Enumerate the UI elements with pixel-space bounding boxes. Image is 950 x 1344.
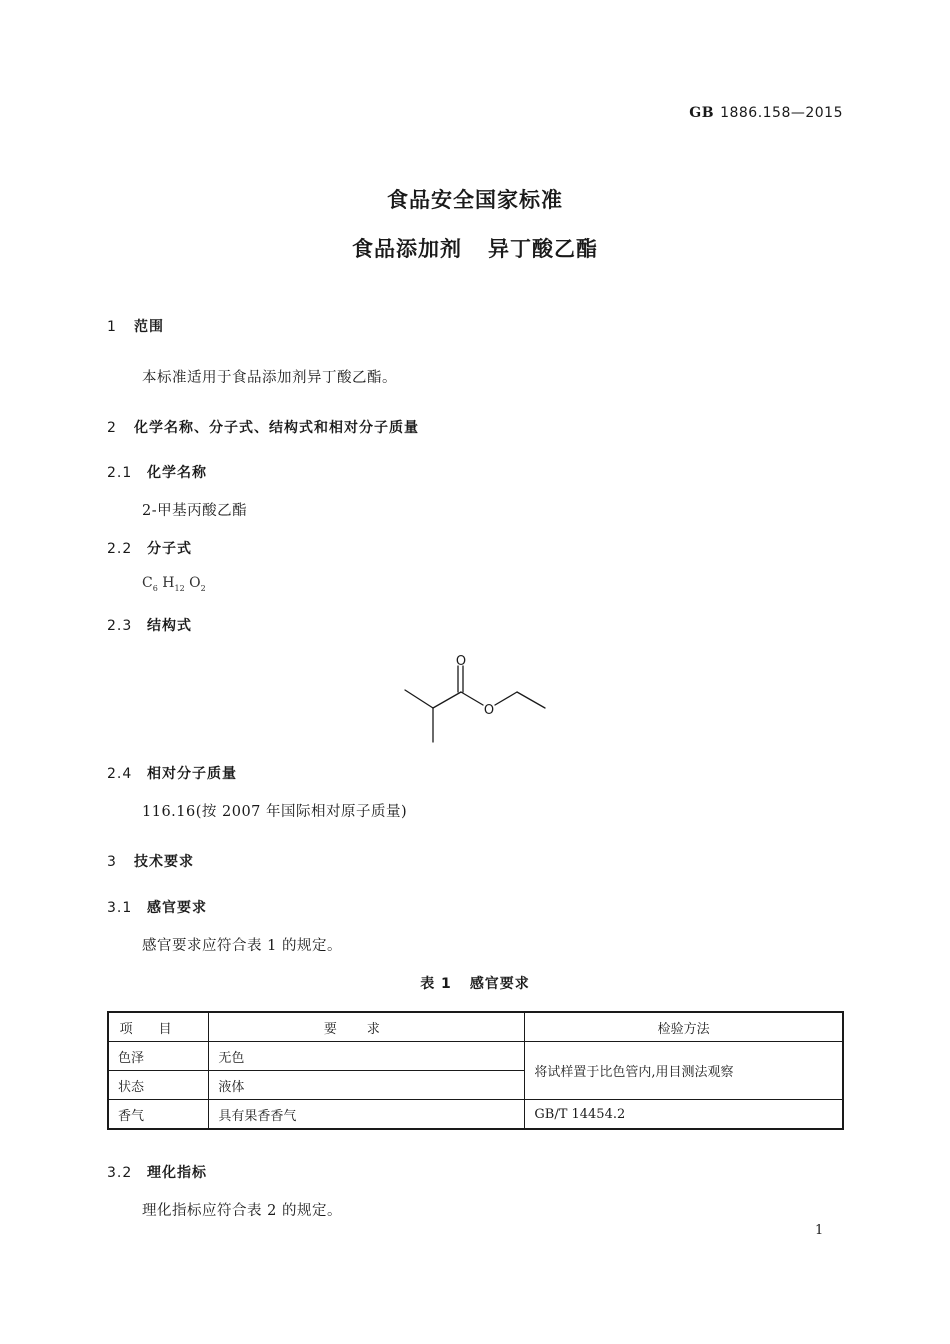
formula-o: O	[189, 575, 201, 591]
section-title: 范围	[134, 319, 164, 335]
title-category: 食品添加剂	[352, 237, 462, 261]
section-number: 2.2	[107, 541, 133, 557]
formula-c-count: 6	[152, 583, 158, 593]
section-title: 感官要求	[147, 900, 207, 916]
bond-o-ch2	[495, 692, 517, 705]
cell-requirement: 无色	[209, 1042, 525, 1071]
section-1-heading	[107, 316, 164, 336]
chemical-name: 2-甲基丙酸乙酯	[142, 503, 248, 519]
section-1-text: 本标准适用于食品添加剂异丁酸乙酯。	[142, 370, 397, 386]
section-3-2-text: 理化指标应符合表 2 的规定。	[142, 1203, 342, 1219]
carbonyl-oxygen-label: O	[455, 654, 467, 669]
formula-o-count: 2	[200, 583, 206, 593]
section-3-1-heading	[107, 897, 207, 917]
section-2-4-heading	[107, 763, 237, 783]
molecular-formula	[142, 575, 206, 593]
title-substance: 异丁酸乙酯	[488, 237, 598, 261]
bond-ch2-ch3	[517, 692, 545, 708]
table-header-row	[108, 1012, 843, 1042]
table-caption-title: 感官要求	[469, 976, 530, 992]
section-3-2-heading	[107, 1162, 207, 1182]
section-title: 分子式	[147, 541, 192, 557]
section-number: 3	[107, 854, 117, 870]
document-title-line2	[0, 233, 950, 263]
section-number: 3.1	[107, 900, 133, 916]
table-row	[108, 1100, 843, 1130]
table-row	[108, 1042, 843, 1071]
cell-item: 状态	[108, 1071, 209, 1100]
cell-item: 香气	[108, 1100, 209, 1130]
section-number: 1	[107, 319, 117, 335]
formula-h: H	[162, 575, 175, 591]
bond-c-o	[461, 692, 483, 705]
section-number: 2.1	[107, 465, 133, 481]
header-method: 检验方法	[525, 1012, 843, 1042]
cell-method: GB/T 14454.2	[525, 1100, 843, 1130]
cell-requirement: 具有果香香气	[209, 1100, 525, 1130]
bond-ch-carbonyl	[433, 692, 461, 708]
table-caption-number: 表 1	[420, 976, 452, 992]
section-number: 2	[107, 420, 117, 436]
section-title: 化学名称、分子式、结构式和相对分子质量	[134, 420, 419, 436]
standard-code: 1886.158—2015	[720, 105, 843, 121]
header-requirement: 要求	[209, 1012, 525, 1042]
section-3-heading	[107, 851, 194, 871]
formula-h-count: 12	[174, 583, 185, 593]
sensory-requirements-table	[107, 1011, 844, 1130]
section-title: 化学名称	[147, 465, 207, 481]
page-number: 1	[815, 1223, 824, 1238]
section-3-1-text: 感官要求应符合表 1 的规定。	[142, 938, 342, 954]
section-number: 2.4	[107, 766, 133, 782]
standard-number	[689, 105, 843, 121]
bond-methyl-a	[405, 690, 433, 708]
formula-c: C	[142, 575, 153, 591]
table-1-caption	[0, 973, 950, 993]
section-2-1-heading	[107, 462, 207, 482]
section-2-2-heading	[107, 538, 192, 558]
section-title: 相对分子质量	[147, 766, 237, 782]
section-2-heading	[107, 417, 419, 437]
section-2-3-heading	[107, 615, 192, 635]
cell-item: 色泽	[108, 1042, 209, 1071]
section-title: 结构式	[147, 618, 192, 634]
header-item: 项目	[108, 1012, 209, 1042]
cell-requirement: 液体	[209, 1071, 525, 1100]
section-title: 理化指标	[147, 1165, 207, 1181]
structural-formula	[395, 650, 555, 746]
document-title-line1: 食品安全国家标准	[387, 188, 563, 212]
molecular-mass: 116.16(按 2007 年国际相对原子质量)	[142, 804, 408, 820]
standard-prefix: GB	[689, 105, 715, 121]
section-number: 3.2	[107, 1165, 133, 1181]
cell-method-merged: 将试样置于比色管内,用目测法观察	[525, 1042, 843, 1100]
section-number: 2.3	[107, 618, 133, 634]
ester-oxygen-label: O	[483, 703, 495, 718]
section-title: 技术要求	[134, 854, 194, 870]
